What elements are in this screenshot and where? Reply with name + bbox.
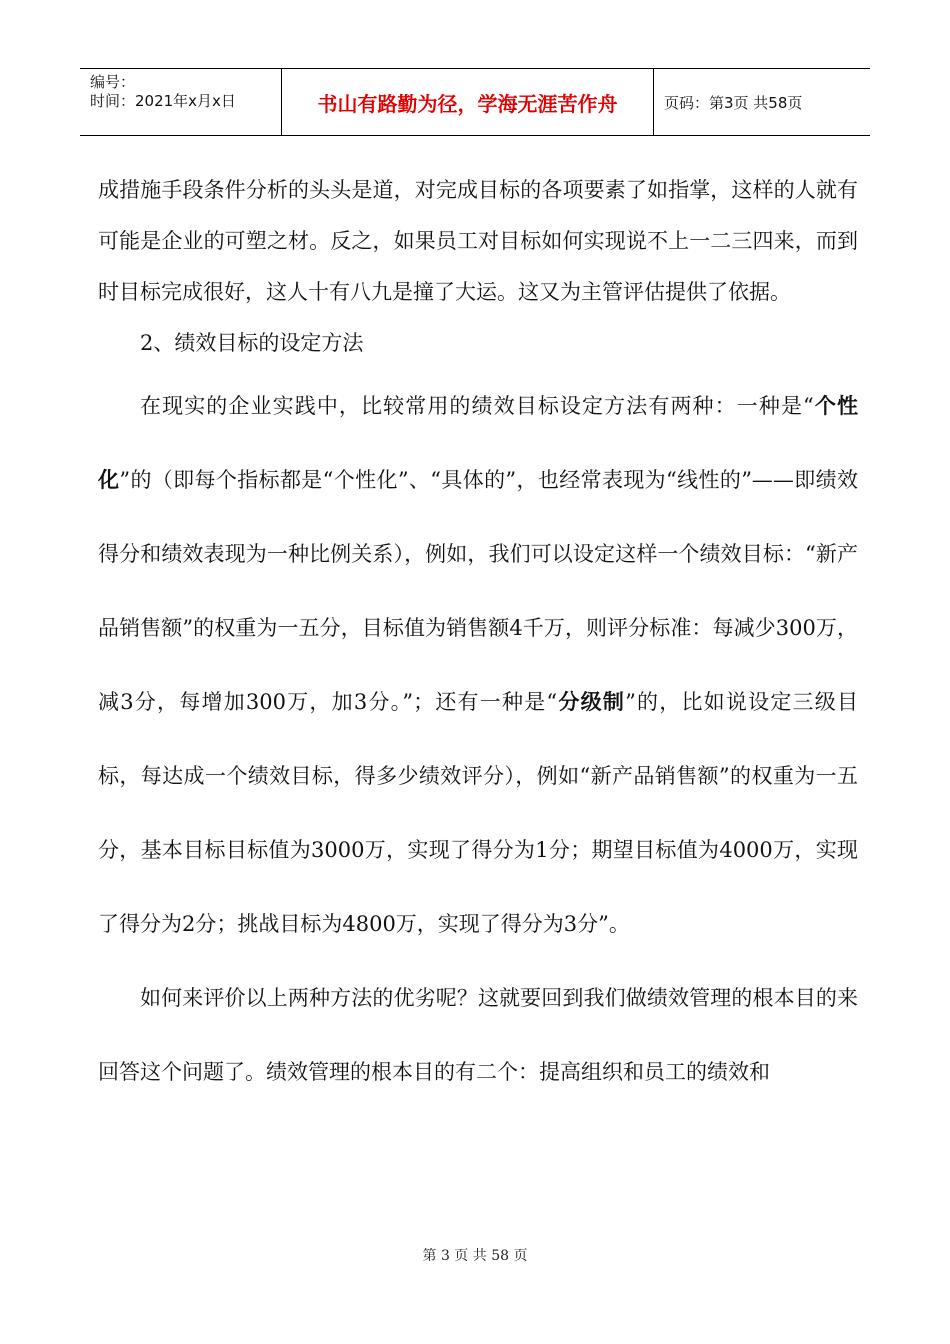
header-page-info: 页码：第3页 共58页 (664, 93, 803, 112)
bold-term-graded: 分级制 (557, 690, 626, 714)
header-motto: 书山有路勤为径，学海无涯苦作舟 (282, 69, 654, 135)
document-date: 时间：2021年x月x日 (90, 92, 236, 110)
paragraph-2 (98, 369, 858, 961)
page-header (80, 68, 870, 136)
document-number-label: 编号： (90, 73, 136, 91)
paragraph-3: 如何来评价以上两种方法的优劣呢？这就要回到我们做绩效管理的根本目的来回答这个问题了。绩效管理的根本目的有二个：提高组织和员工的绩效和 (98, 986, 858, 1084)
paragraph-1: 成措施手段条件分析的头头是道，对完成目标的各项要素了如指掌，这样的人就有可能是企业的可塑之材。反之，如果员工对目标如何实现说不上一二三四来，而到时目标完成很好，这人十有八九是撞了大运。这又为主管评估提供了依据。 (98, 178, 858, 304)
bold-term-individualized: 个性化 (98, 394, 859, 492)
document-body (98, 165, 858, 1109)
paragraph-2-text-a: 在现实的企业实践中，比较常用的绩效目标设定方法有两种：一种是“ (140, 394, 814, 418)
page-footer: 第 3 页 共 58 页 (422, 1248, 528, 1264)
section-heading: 2、绩效目标的设定方法 (140, 331, 364, 355)
paragraph-2-text-c: ”的，比如说设定三级目标，每达成一个绩效目标，得多少绩效评分），例如“新产品销售额”的权重为一五分，基本目标目标值为3000万，实现了得分为1分；期望目标值为4000万，实现了得分为2分；挑战目标为4800万，实现了得分为3分”。 (98, 690, 858, 936)
paragraph-2-text-b: ”的（即每个指标都是“个性化”、“具体的”，也经常表现为“线性的”——即绩效得分和绩效表现为一种比例关系），例如，我们可以设定这样一个绩效目标：“新产品销售额”的权重为一五分，目标值为销售额4千万，则评分标准：每减少300万，减3分，每增加300万，加3分。”；还有一种是“ (98, 468, 858, 714)
header-meta (80, 69, 282, 135)
